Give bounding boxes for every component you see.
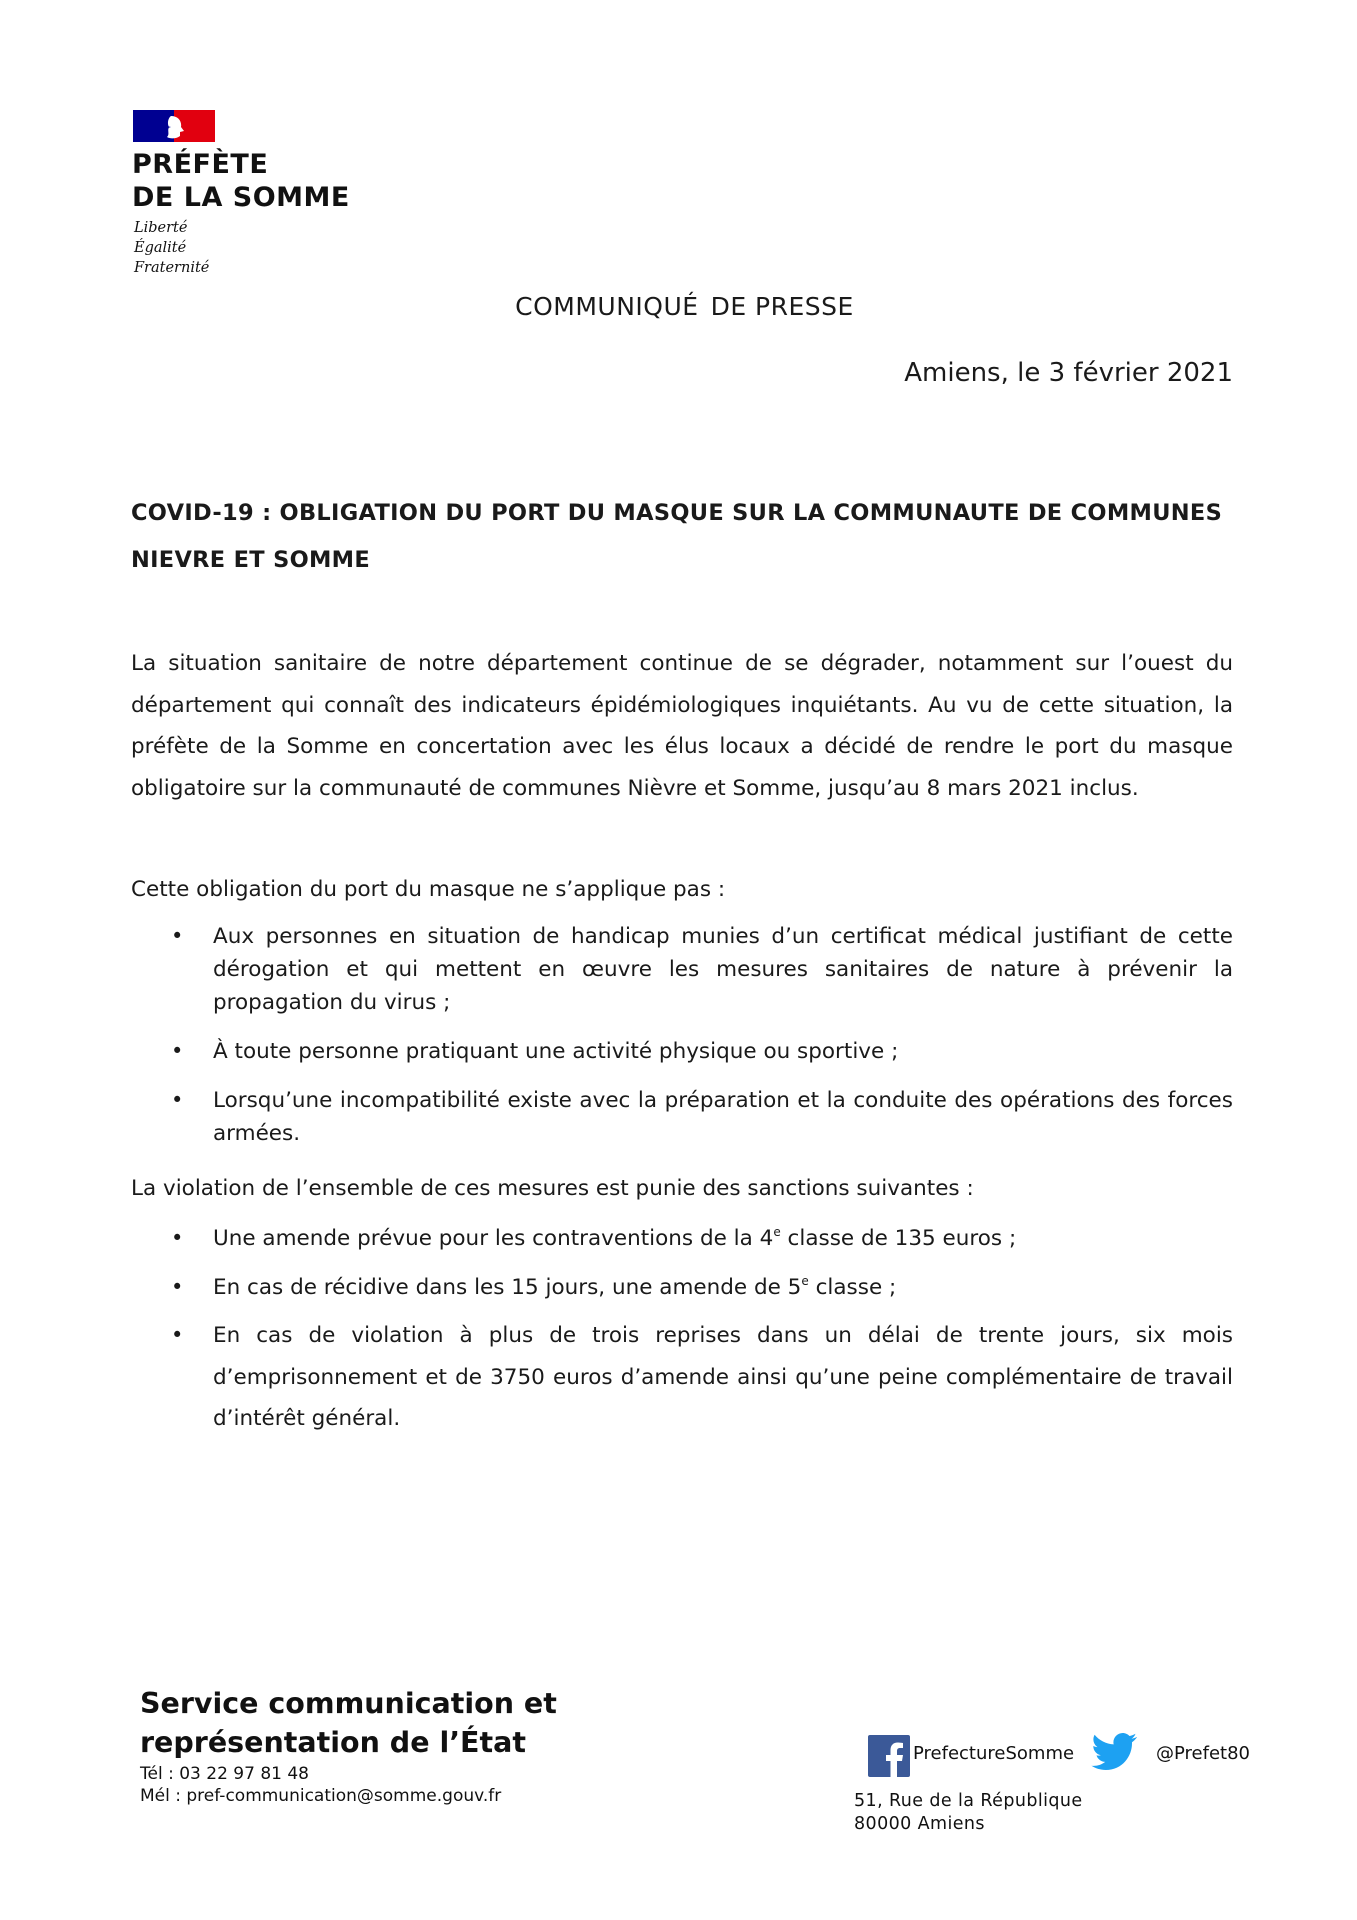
- institution-line-2: DE LA SOMME: [132, 182, 350, 213]
- sanction-2-superscript: e: [801, 1273, 809, 1288]
- facebook-icon[interactable]: [868, 1735, 910, 1777]
- sanctions-list: [131, 1218, 1233, 1447]
- exception-item: • À toute personne pratiquant une activité physique ou sportive ;: [131, 1035, 1233, 1068]
- service-title-line-1: Service communication et: [140, 1687, 557, 1720]
- institution-name: [132, 148, 350, 214]
- sanction-1-superscript: e: [773, 1225, 781, 1239]
- intro-paragraph: La situation sanitaire de notre département continue de se dégrader, notamment sur l’ouest du département qui connaît des indicateurs épidémiologiques inquiétants. Au vu de cette situation, la préfète de la Somme en concertation avec les élus locaux a décidé de rendre le port du masque obligatoire sur la communauté de communes Nièvre et Somme, jusqu’au 8 mars 2021 inclus.: [131, 651, 1233, 801]
- service-title-line-2: représentation de l’État: [140, 1726, 526, 1759]
- place-and-date: Amiens, le 3 février 2021: [904, 358, 1233, 388]
- republic-motto: [134, 218, 209, 278]
- postal-address: [854, 1790, 1083, 1836]
- exception-item: • Aux personnes en situation de handicap munies d’un certificat médical justifiant de cette dérogation et qui mettent en œuvre les mesures sanitaires de nature à prévenir la propagation du virus ;: [131, 920, 1233, 1019]
- sanction-item: [131, 1218, 1233, 1260]
- twitter-handle[interactable]: @Prefet80: [1156, 1743, 1250, 1764]
- republique-francaise-logo: [133, 110, 215, 142]
- doc-type-word-1: COMMUNIQUÉ: [515, 292, 699, 321]
- facebook-handle[interactable]: PrefectureSomme: [913, 1743, 1075, 1764]
- exceptions-list: [131, 920, 1233, 1166]
- document-type-title: [0, 292, 1357, 321]
- sanction-2-text-end: classe ;: [808, 1274, 897, 1300]
- sanction-item: • En cas de violation à plus de trois reprises dans un délai de trente jours, six mois d’emprisonnement et de 3750 euros d’amende ainsi qu’une peine complémentaire de travail d’intérêt général.: [131, 1315, 1233, 1440]
- headline-line-1: COVID-19 : OBLIGATION DU PORT DU MASQUE SUR LA COMMUNAUTE DE COMMUNES: [131, 500, 1223, 526]
- contact-details: [140, 1763, 501, 1807]
- sanction-1-text: Une amende prévue pour les contraventions de la 4: [213, 1226, 774, 1251]
- institution-line-1: PRÉFÈTE: [132, 149, 269, 180]
- motto-liberte: Liberté: [134, 220, 188, 236]
- sanctions-intro: La violation de l’ensemble de ces mesures est punie des sanctions suivantes :: [131, 1176, 974, 1201]
- service-title: [140, 1684, 557, 1762]
- exceptions-intro: Cette obligation du port du masque ne s’applique pas :: [131, 877, 726, 902]
- motto-egalite: Égalité: [134, 240, 187, 256]
- exception-item: • Lorsqu’une incompatibilité existe avec la préparation et la conduite des opérations des forces armées.: [131, 1084, 1233, 1150]
- address-street: 51, Rue de la République: [854, 1791, 1083, 1811]
- motto-fraternite: Fraternité: [134, 260, 210, 276]
- twitter-bird-icon[interactable]: [1090, 1731, 1138, 1773]
- marianne-profile-icon: [161, 114, 187, 140]
- sanction-item: [131, 1267, 1233, 1309]
- sanction-2-text: En cas de récidive dans les 15 jours, une amende de 5: [213, 1274, 802, 1300]
- doc-type-word-2: DE PRESSE: [710, 292, 854, 321]
- contact-email[interactable]: Mél : pref-communication@somme.gouv.fr: [140, 1786, 502, 1806]
- address-city: 80000 Amiens: [854, 1814, 985, 1834]
- press-release-headline: [131, 490, 1233, 584]
- contact-phone: Tél : 03 22 97 81 48: [140, 1764, 309, 1784]
- sanction-1-text-end: classe de 135 euros ;: [780, 1226, 1017, 1251]
- headline-line-2: NIEVRE ET SOMME: [131, 547, 371, 573]
